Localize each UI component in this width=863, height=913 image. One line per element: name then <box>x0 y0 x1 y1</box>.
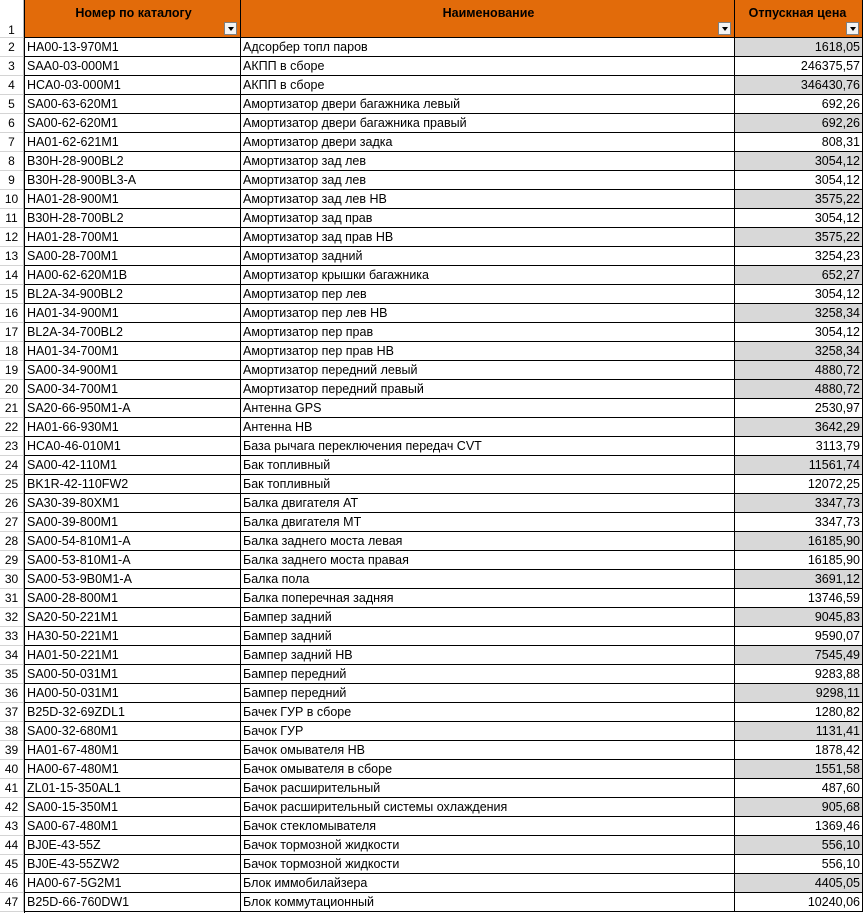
row-number[interactable]: 1 <box>0 0 24 38</box>
header-row <box>0 0 863 38</box>
cell-price[interactable]: 652,27 <box>735 266 863 285</box>
cell-catalog-number[interactable]: SA00-62-620M1 <box>24 114 241 133</box>
filter-dropdown-icon[interactable] <box>846 22 859 35</box>
cell-name[interactable]: Амортизатор зад прав <box>241 209 735 228</box>
cell-name[interactable]: Амортизатор зад лев <box>241 152 735 171</box>
cell-name[interactable]: Амортизатор двери задка <box>241 133 735 152</box>
table-row <box>0 171 863 190</box>
cell-price[interactable]: 3054,12 <box>735 285 863 304</box>
row-number[interactable]: 27 <box>0 513 24 532</box>
cell-catalog-number[interactable]: HA00-67-5G2M1 <box>24 874 241 893</box>
row-number[interactable]: 19 <box>0 361 24 380</box>
cell-price[interactable]: 1551,58 <box>735 760 863 779</box>
row-number[interactable]: 16 <box>0 304 24 323</box>
cell-name[interactable]: Бачок омывателя в сборе <box>241 760 735 779</box>
row-number[interactable]: 21 <box>0 399 24 418</box>
row-number[interactable]: 36 <box>0 684 24 703</box>
cell-catalog-number[interactable]: SA00-28-800M1 <box>24 589 241 608</box>
table-row <box>0 532 863 551</box>
cell-name[interactable]: Адсорбер топл паров <box>241 38 735 57</box>
table-row <box>0 190 863 209</box>
row-number[interactable]: 3 <box>0 57 24 76</box>
row-number[interactable]: 18 <box>0 342 24 361</box>
table-row <box>0 836 863 855</box>
cell-catalog-number[interactable]: SA00-53-9B0M1-A <box>24 570 241 589</box>
cell-price[interactable]: 692,26 <box>735 95 863 114</box>
cell-price[interactable]: 3258,34 <box>735 304 863 323</box>
cell-name[interactable]: Балка заднего моста левая <box>241 532 735 551</box>
row-number[interactable]: 15 <box>0 285 24 304</box>
cell-name[interactable]: База рычага переключения передач CVT <box>241 437 735 456</box>
row-number[interactable]: 22 <box>0 418 24 437</box>
table-row <box>0 608 863 627</box>
cell-price[interactable]: 1280,82 <box>735 703 863 722</box>
cell-price[interactable]: 3575,22 <box>735 228 863 247</box>
cell-catalog-number[interactable]: ZL01-15-350AL1 <box>24 779 241 798</box>
row-number[interactable]: 31 <box>0 589 24 608</box>
row-number[interactable]: 39 <box>0 741 24 760</box>
cell-price[interactable]: 3113,79 <box>735 437 863 456</box>
cell-catalog-number[interactable]: SA30-39-80XM1 <box>24 494 241 513</box>
cell-name[interactable]: Балка двигателя MT <box>241 513 735 532</box>
row-number[interactable]: 28 <box>0 532 24 551</box>
cell-name[interactable]: Блок коммутационный <box>241 893 735 912</box>
cell-catalog-number[interactable]: HA01-62-621M1 <box>24 133 241 152</box>
row-number[interactable]: 29 <box>0 551 24 570</box>
cell-catalog-number[interactable]: B25D-66-760DW1 <box>24 893 241 912</box>
table-row <box>0 209 863 228</box>
cell-catalog-number[interactable]: HA01-66-930M1 <box>24 418 241 437</box>
cell-price[interactable]: 4405,05 <box>735 874 863 893</box>
cell-price[interactable]: 3347,73 <box>735 513 863 532</box>
table-row <box>0 703 863 722</box>
row-number[interactable]: 38 <box>0 722 24 741</box>
cell-price[interactable]: 1131,41 <box>735 722 863 741</box>
cell-name[interactable]: Антенна НВ <box>241 418 735 437</box>
cell-name[interactable]: Бак топливный <box>241 456 735 475</box>
row-number[interactable]: 43 <box>0 817 24 836</box>
table-row <box>0 323 863 342</box>
header-catalog-number[interactable] <box>24 0 241 38</box>
cell-price[interactable]: 1878,42 <box>735 741 863 760</box>
cell-price[interactable]: 9045,83 <box>735 608 863 627</box>
cell-catalog-number[interactable]: SA00-63-620M1 <box>24 95 241 114</box>
cell-name[interactable]: Амортизатор передний левый <box>241 361 735 380</box>
cell-catalog-number[interactable]: SA00-28-700M1 <box>24 247 241 266</box>
cell-name[interactable]: Амортизатор зад лев НВ <box>241 190 735 209</box>
row-number[interactable]: 47 <box>0 893 24 912</box>
cell-catalog-number[interactable]: HA01-67-480M1 <box>24 741 241 760</box>
row-number[interactable]: 42 <box>0 798 24 817</box>
cell-price[interactable]: 487,60 <box>735 779 863 798</box>
row-number[interactable]: 20 <box>0 380 24 399</box>
cell-name[interactable]: Бампер передний <box>241 665 735 684</box>
cell-catalog-number[interactable]: HA01-34-700M1 <box>24 342 241 361</box>
cell-catalog-number[interactable]: BJ0E-43-55Z <box>24 836 241 855</box>
cell-price[interactable]: 1618,05 <box>735 38 863 57</box>
table-row <box>0 247 863 266</box>
cell-catalog-number[interactable]: B25D-32-69ZDL1 <box>24 703 241 722</box>
cell-price[interactable]: 4880,72 <box>735 361 863 380</box>
filter-dropdown-icon[interactable] <box>718 22 731 35</box>
cell-price[interactable]: 3054,12 <box>735 323 863 342</box>
row-number[interactable]: 12 <box>0 228 24 247</box>
cell-catalog-number[interactable]: HA01-28-700M1 <box>24 228 241 247</box>
cell-catalog-number[interactable]: HCA0-03-000M1 <box>24 76 241 95</box>
row-number[interactable]: 5 <box>0 95 24 114</box>
cell-name[interactable]: Амортизатор двери багажника левый <box>241 95 735 114</box>
row-number[interactable]: 6 <box>0 114 24 133</box>
table-row <box>0 228 863 247</box>
header-name[interactable] <box>241 0 735 38</box>
cell-catalog-number[interactable]: B30H-28-900BL3-A <box>24 171 241 190</box>
cell-name[interactable]: Бачок расширительный системы охлаждения <box>241 798 735 817</box>
cell-price[interactable]: 16185,90 <box>735 532 863 551</box>
table-row <box>0 114 863 133</box>
cell-price[interactable]: 3258,34 <box>735 342 863 361</box>
cell-price[interactable]: 3254,23 <box>735 247 863 266</box>
cell-price[interactable]: 2530,97 <box>735 399 863 418</box>
cell-price[interactable]: 3347,73 <box>735 494 863 513</box>
cell-catalog-number[interactable]: HA01-34-900M1 <box>24 304 241 323</box>
cell-price[interactable]: 7545,49 <box>735 646 863 665</box>
table-row <box>0 551 863 570</box>
cell-name[interactable]: Бачок тормозной жидкости <box>241 855 735 874</box>
cell-catalog-number[interactable]: HA01-50-221M1 <box>24 646 241 665</box>
cell-price[interactable]: 9590,07 <box>735 627 863 646</box>
cell-catalog-number[interactable]: HA00-62-620M1B <box>24 266 241 285</box>
cell-name[interactable]: АКПП в сборе <box>241 76 735 95</box>
table-row <box>0 665 863 684</box>
row-number[interactable]: 44 <box>0 836 24 855</box>
table-row <box>0 456 863 475</box>
cell-price[interactable]: 1369,46 <box>735 817 863 836</box>
cell-price[interactable]: 3054,12 <box>735 152 863 171</box>
cell-name[interactable]: Блок иммобилайзера <box>241 874 735 893</box>
cell-catalog-number[interactable]: SA20-50-221M1 <box>24 608 241 627</box>
row-number[interactable]: 14 <box>0 266 24 285</box>
cell-name[interactable]: Бак топливный <box>241 475 735 494</box>
table-row <box>0 133 863 152</box>
row-number[interactable]: 9 <box>0 171 24 190</box>
cell-name[interactable]: Бампер задний <box>241 608 735 627</box>
cell-price[interactable]: 3691,12 <box>735 570 863 589</box>
cell-catalog-number[interactable]: HCA0-46-010M1 <box>24 437 241 456</box>
table-row <box>0 285 863 304</box>
cell-catalog-number[interactable]: SA00-34-900M1 <box>24 361 241 380</box>
header-price[interactable] <box>735 0 863 38</box>
table-row <box>0 513 863 532</box>
cell-name[interactable]: Бампер задний НВ <box>241 646 735 665</box>
cell-name[interactable]: Балка заднего моста правая <box>241 551 735 570</box>
table-row <box>0 95 863 114</box>
cell-price[interactable]: 3054,12 <box>735 209 863 228</box>
row-number[interactable]: 33 <box>0 627 24 646</box>
cell-price[interactable]: 4880,72 <box>735 380 863 399</box>
table-row <box>0 798 863 817</box>
cell-price[interactable]: 692,26 <box>735 114 863 133</box>
cell-price[interactable]: 10240,06 <box>735 893 863 912</box>
row-number[interactable]: 23 <box>0 437 24 456</box>
cell-price[interactable]: 556,10 <box>735 836 863 855</box>
cell-name[interactable]: Бачок тормозной жидкости <box>241 836 735 855</box>
table-row <box>0 817 863 836</box>
table-row <box>0 304 863 323</box>
table-row <box>0 874 863 893</box>
table-row <box>0 722 863 741</box>
row-number[interactable]: 32 <box>0 608 24 627</box>
row-number[interactable]: 30 <box>0 570 24 589</box>
cell-catalog-number[interactable]: HA00-67-480M1 <box>24 760 241 779</box>
cell-name[interactable]: Балка пола <box>241 570 735 589</box>
cell-catalog-number[interactable]: SA00-67-480M1 <box>24 817 241 836</box>
row-number[interactable]: 24 <box>0 456 24 475</box>
cell-price[interactable]: 3575,22 <box>735 190 863 209</box>
table-row <box>0 627 863 646</box>
cell-catalog-number[interactable]: SA00-15-350M1 <box>24 798 241 817</box>
table-row <box>0 475 863 494</box>
table-row <box>0 779 863 798</box>
row-number[interactable]: 7 <box>0 133 24 152</box>
table-row <box>0 437 863 456</box>
row-number[interactable]: 10 <box>0 190 24 209</box>
cell-price[interactable]: 12072,25 <box>735 475 863 494</box>
cell-name[interactable]: Балка поперечная задняя <box>241 589 735 608</box>
table-row <box>0 38 863 57</box>
table-row <box>0 57 863 76</box>
cell-price[interactable]: 11561,74 <box>735 456 863 475</box>
cell-name[interactable]: Амортизатор крышки багажника <box>241 266 735 285</box>
cell-price[interactable]: 16185,90 <box>735 551 863 570</box>
cell-name[interactable]: Амортизатор зад лев <box>241 171 735 190</box>
cell-catalog-number[interactable]: SAA0-03-000M1 <box>24 57 241 76</box>
cell-name[interactable]: АКПП в сборе <box>241 57 735 76</box>
cell-catalog-number[interactable]: SA00-50-031M1 <box>24 665 241 684</box>
table-row <box>0 342 863 361</box>
cell-catalog-number[interactable]: BJ0E-43-55ZW2 <box>24 855 241 874</box>
cell-catalog-number[interactable]: SA00-54-810M1-A <box>24 532 241 551</box>
cell-name[interactable]: Бачек ГУР в сборе <box>241 703 735 722</box>
row-number[interactable]: 26 <box>0 494 24 513</box>
cell-price[interactable]: 346430,76 <box>735 76 863 95</box>
row-number[interactable]: 11 <box>0 209 24 228</box>
cell-catalog-number[interactable]: HA00-50-031M1 <box>24 684 241 703</box>
header-catalog-number-label: Номер по каталогу <box>75 6 192 20</box>
cell-name[interactable]: Амортизатор пер лев <box>241 285 735 304</box>
cell-price[interactable]: 3642,29 <box>735 418 863 437</box>
cell-catalog-number[interactable]: BL2A-34-900BL2 <box>24 285 241 304</box>
cell-catalog-number[interactable]: SA20-66-950M1-A <box>24 399 241 418</box>
row-number[interactable]: 46 <box>0 874 24 893</box>
cell-catalog-number[interactable]: SA00-34-700M1 <box>24 380 241 399</box>
table-row <box>0 76 863 95</box>
row-number[interactable]: 40 <box>0 760 24 779</box>
cell-catalog-number[interactable]: HA30-50-221M1 <box>24 627 241 646</box>
table-row <box>0 684 863 703</box>
cell-name[interactable]: Бачок омывателя НВ <box>241 741 735 760</box>
cell-name[interactable]: Бачок расширительный <box>241 779 735 798</box>
cell-name[interactable]: Бампер задний <box>241 627 735 646</box>
cell-name[interactable]: Амортизатор пер прав НВ <box>241 342 735 361</box>
row-number[interactable]: 45 <box>0 855 24 874</box>
table-row <box>0 361 863 380</box>
table-row <box>0 152 863 171</box>
cell-name[interactable]: Амортизатор передний правый <box>241 380 735 399</box>
row-number[interactable]: 2 <box>0 38 24 57</box>
cell-catalog-number[interactable]: SA00-32-680M1 <box>24 722 241 741</box>
cell-catalog-number[interactable]: BL2A-34-700BL2 <box>24 323 241 342</box>
table-row <box>0 418 863 437</box>
cell-name[interactable]: Амортизатор двери багажника правый <box>241 114 735 133</box>
header-name-label: Наименование <box>442 6 535 20</box>
row-number[interactable]: 13 <box>0 247 24 266</box>
cell-name[interactable]: Антенна GPS <box>241 399 735 418</box>
cell-catalog-number[interactable]: SA00-39-800M1 <box>24 513 241 532</box>
row-number[interactable]: 8 <box>0 152 24 171</box>
cell-name[interactable]: Амортизатор пер лев НВ <box>241 304 735 323</box>
filter-dropdown-icon[interactable] <box>224 22 237 35</box>
cell-catalog-number[interactable]: SA00-53-810M1-A <box>24 551 241 570</box>
header-price-label: Отпускная цена <box>748 6 847 20</box>
table-row <box>0 570 863 589</box>
cell-catalog-number[interactable]: HA01-28-900M1 <box>24 190 241 209</box>
cell-catalog-number[interactable]: SA00-42-110M1 <box>24 456 241 475</box>
table-row <box>0 741 863 760</box>
cell-name[interactable]: Балка двигателя AT <box>241 494 735 513</box>
cell-catalog-number[interactable]: B30H-28-700BL2 <box>24 209 241 228</box>
cell-price[interactable]: 13746,59 <box>735 589 863 608</box>
row-number[interactable]: 4 <box>0 76 24 95</box>
row-number[interactable]: 35 <box>0 665 24 684</box>
cell-catalog-number[interactable]: HA00-13-970M1 <box>24 38 241 57</box>
table-row <box>0 399 863 418</box>
row-number[interactable]: 37 <box>0 703 24 722</box>
table-row <box>0 646 863 665</box>
cell-name[interactable]: Амортизатор пер прав <box>241 323 735 342</box>
row-number[interactable]: 25 <box>0 475 24 494</box>
row-number[interactable]: 34 <box>0 646 24 665</box>
table-row <box>0 760 863 779</box>
cell-price[interactable]: 246375,57 <box>735 57 863 76</box>
cell-catalog-number[interactable]: BK1R-42-110FW2 <box>24 475 241 494</box>
cell-name[interactable]: Амортизатор зад прав НВ <box>241 228 735 247</box>
table-row <box>0 494 863 513</box>
table-row <box>0 893 863 912</box>
table-row <box>0 266 863 285</box>
row-number[interactable]: 41 <box>0 779 24 798</box>
cell-price[interactable]: 905,68 <box>735 798 863 817</box>
cell-price[interactable]: 3054,12 <box>735 171 863 190</box>
grid-left-border <box>24 0 25 913</box>
table-row <box>0 380 863 399</box>
cell-catalog-number[interactable]: B30H-28-900BL2 <box>24 152 241 171</box>
cell-name[interactable]: Бачок стекломывателя <box>241 817 735 836</box>
table-row <box>0 855 863 874</box>
cell-price[interactable]: 556,10 <box>735 855 863 874</box>
cell-name[interactable]: Бачок ГУР <box>241 722 735 741</box>
cell-price[interactable]: 9283,88 <box>735 665 863 684</box>
cell-price[interactable]: 808,31 <box>735 133 863 152</box>
table-row <box>0 589 863 608</box>
cell-name[interactable]: Бампер передний <box>241 684 735 703</box>
row-number[interactable]: 17 <box>0 323 24 342</box>
cell-price[interactable]: 9298,11 <box>735 684 863 703</box>
cell-name[interactable]: Амортизатор задний <box>241 247 735 266</box>
